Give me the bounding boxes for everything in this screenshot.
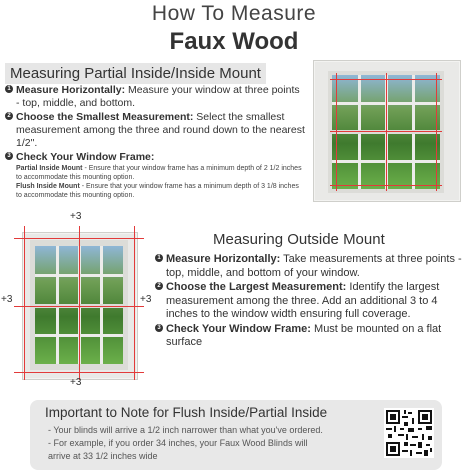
step-title: Check Your Window Frame: [16,151,155,163]
section1-step-3 [5,151,305,200]
step-number-badge: 1 [5,85,13,93]
step-number-badge: 1 [155,254,163,262]
inside-mount-window-image [313,60,461,202]
measure-line-center [79,226,80,380]
measure-line-left [24,226,25,380]
measure-line-right [436,73,437,191]
outside-mount-window-image [0,222,150,390]
section1-heading: Measuring Partial Inside/Inside Mount [5,63,266,84]
note-line: - For example, if you order 34 inches, your Faux Wood Blinds will [48,438,308,448]
step-text: Measure your window at three points - top, middle, and bottom. [16,84,300,109]
step-number-badge: 3 [5,152,13,160]
measure-line-right [134,226,135,380]
section2-steps [155,253,467,351]
outside-mount-label-left: +3 [1,294,13,305]
note-title: Important to Note for Flush Inside/Partial Inside [45,405,328,420]
subnote-partial-inside [16,164,305,182]
subnote-label: Partial Inside Mount [16,165,83,172]
step-title: Measure Horizontally: [16,84,126,96]
title-line2: Faux Wood [169,28,299,55]
subnote-flush-inside [16,182,305,200]
step-number-badge: 2 [155,282,163,290]
step-number-badge: 3 [155,324,163,332]
step-text: Select the smallest measurement among the three and round down to the nearest 1/2". [16,111,305,149]
section2-step-1 [155,253,467,280]
step-text: Take measurements at three points - top, middle, and bottom of your window. [166,253,462,279]
section1-step-2 [5,111,305,150]
outside-mount-label-bottom: +3 [70,377,82,388]
subnote-label: Flush Inside Mount [16,183,80,190]
subnote-text: - Ensure that your window frame has a minimum depth of 2 1/2 inches to accommodate this mounting option. [16,165,302,181]
section1-steps [5,84,305,201]
step-title: Check Your Window Frame: [166,322,311,335]
step-title: Choose the Smallest Measurement: [16,111,194,123]
section2-step-2 [155,281,467,322]
measure-line-center [386,73,387,191]
qr-code-icon[interactable] [384,408,434,458]
step-title: Choose the Largest Measurement: [166,281,347,293]
note-line: - Your blinds will arrive a 1/2 inch narrower than what you've ordered. [48,425,323,435]
section1-step-1 [5,84,305,110]
outside-mount-label-right: +3 [140,294,152,305]
subnote-text: - Ensure that your window frame has a minimum depth of 3 1/8 inches to accommodate this mounting option. [16,183,299,199]
section2-heading: Measuring Outside Mount [213,231,385,248]
note-line: arrive at 33 1/2 inches wide [48,451,158,461]
step-title: Measure Horizontally: [166,253,281,265]
measure-line-left [336,73,337,191]
step-text: Identify the largest measurement among the three. Add an additional 3 to 4 inches to the window width ensuring full coverage. [166,281,440,320]
section2-step-3 [155,323,467,350]
step-text: Must be mounted on a flat surface [166,322,442,348]
title-line1: How To Measure [151,2,317,25]
outside-mount-label-top: +3 [70,211,82,222]
step-number-badge: 2 [5,112,13,120]
